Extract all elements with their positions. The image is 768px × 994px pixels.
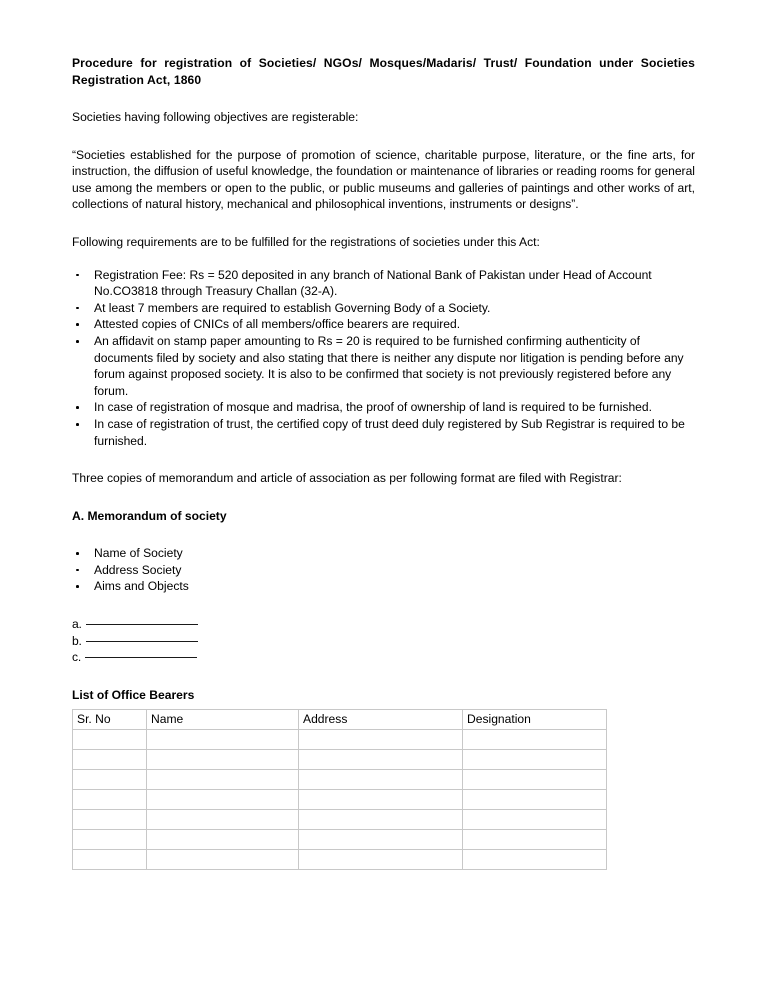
memorandum-intro: Three copies of memorandum and article of association as per following format are filed with Registrar: <box>72 471 622 486</box>
table-row <box>73 850 607 870</box>
spacer <box>72 213 695 234</box>
table-heading: List of Office Bearers <box>72 687 195 702</box>
table-row <box>73 730 607 750</box>
table-row <box>73 790 607 810</box>
list-item: Aims and Objects <box>72 578 695 595</box>
blank-line-rule <box>86 624 198 625</box>
table-cell[interactable] <box>463 790 607 810</box>
table-header-cell: Name <box>147 710 299 730</box>
table-cell[interactable] <box>147 730 299 750</box>
table-cell[interactable] <box>299 810 463 830</box>
table-row <box>73 830 607 850</box>
table-cell[interactable] <box>299 830 463 850</box>
table-cell[interactable] <box>463 810 607 830</box>
memorandum-list <box>72 545 695 595</box>
spacer <box>72 449 695 470</box>
table-cell[interactable] <box>73 850 147 870</box>
table-cell[interactable] <box>147 850 299 870</box>
blank-line-rule <box>86 641 198 642</box>
table-cell[interactable] <box>73 770 147 790</box>
table-cell[interactable] <box>463 850 607 870</box>
blank-line-label: c. <box>72 650 82 665</box>
blank-line-row <box>72 633 695 650</box>
blank-line-row <box>72 616 695 633</box>
requirements-intro: Following requirements are to be fulfilled for the registrations of societies under this Act: <box>72 234 540 249</box>
table-cell[interactable] <box>73 810 147 830</box>
table-cell[interactable] <box>463 730 607 750</box>
spacer <box>72 487 695 508</box>
table-cell[interactable] <box>299 730 463 750</box>
table-cell[interactable] <box>73 830 147 850</box>
table-cell[interactable] <box>463 770 607 790</box>
table-row <box>73 750 607 770</box>
office-bearers-table <box>72 709 607 870</box>
list-item: In case of registration of trust, the certified copy of trust deed duly registered by Sub Registrar is required to be furnished. <box>72 416 695 449</box>
spacer <box>72 251 695 267</box>
list-item: In case of registration of mosque and madrisa, the proof of ownership of land is required to be furnished. <box>72 399 695 416</box>
objectives-quote: “Societies established for the purpose of promotion of science, charitable purpose, literature, or the fine arts, for instruction, the diffusion of useful knowledge, the foundation or maintenance of libraries or reading rooms for general use among the members or open to the public, or public museums and galleries of paintings and other works of art, collections of natural history, mechanical and philosophical inventions, instruments or designs”. <box>72 147 695 212</box>
table-body <box>73 730 607 870</box>
table-header-cell: Sr. No <box>73 710 147 730</box>
table-cell[interactable] <box>147 830 299 850</box>
list-item: Address Society <box>72 562 695 579</box>
memorandum-heading: A. Memorandum of society <box>72 508 227 523</box>
list-item: Registration Fee: Rs = 520 deposited in any branch of National Bank of Pakistan under Head of Account No.CO3818 through Treasury Challan (32-A). <box>72 267 695 300</box>
list-item: An affidavit on stamp paper amounting to Rs = 20 is required to be furnished confirming authenticity of documents filed by society and also stating that there is neither any dispute nor litigation is pending before any forum against proposed society. It is also to be confirmed that society is not previously registered before any forum. <box>72 333 695 399</box>
table-cell[interactable] <box>463 750 607 770</box>
table-cell[interactable] <box>299 770 463 790</box>
table-header-cell: Designation <box>463 710 607 730</box>
list-item: Name of Society <box>72 545 695 562</box>
intro-paragraph: Societies having following objectives are registerable: <box>72 110 359 124</box>
blank-fill-lines <box>72 616 695 666</box>
table-cell[interactable] <box>73 730 147 750</box>
table-cell[interactable] <box>299 850 463 870</box>
table-row <box>73 810 607 830</box>
spacer <box>72 88 695 109</box>
spacer <box>72 524 695 545</box>
spacer <box>72 666 695 687</box>
table-cell[interactable] <box>147 790 299 810</box>
table-row <box>73 770 607 790</box>
table-header-cell: Address <box>299 710 463 730</box>
blank-line-label: a. <box>72 617 82 632</box>
requirements-list <box>72 267 695 450</box>
spacer <box>72 595 695 616</box>
table-cell[interactable] <box>73 750 147 770</box>
blank-line-row <box>72 649 695 666</box>
document-title: Procedure for registration of Societies/ NGOs/ Mosques/Madaris/ Trust/ Foundation under Societies Registration Act, 1860 <box>72 56 695 87</box>
blank-line-rule <box>85 657 197 658</box>
list-item: Attested copies of CNICs of all members/office bearers are required. <box>72 316 695 333</box>
spacer <box>72 126 695 147</box>
table-cell[interactable] <box>299 790 463 810</box>
blank-line-label: b. <box>72 633 82 648</box>
table-cell[interactable] <box>463 830 607 850</box>
table-cell[interactable] <box>299 750 463 770</box>
table-cell[interactable] <box>147 810 299 830</box>
table-cell[interactable] <box>147 750 299 770</box>
table-cell[interactable] <box>147 770 299 790</box>
list-item: At least 7 members are required to establish Governing Body of a Society. <box>72 300 695 317</box>
table-cell[interactable] <box>73 790 147 810</box>
table-header-row <box>73 710 607 730</box>
